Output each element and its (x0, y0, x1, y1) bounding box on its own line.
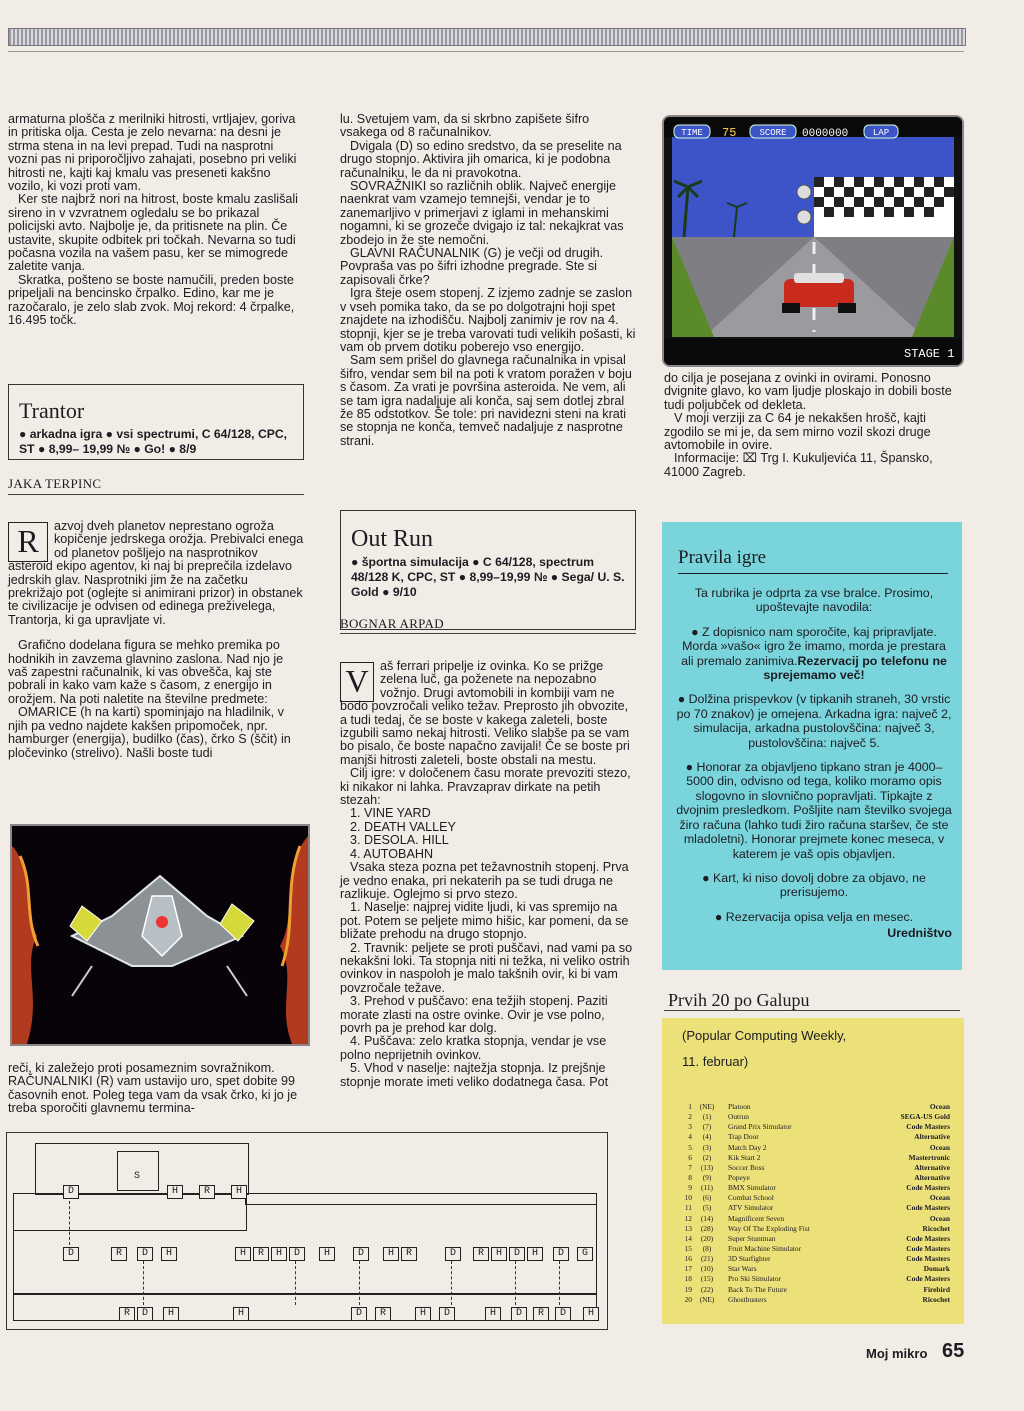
map-label-d: D (445, 1247, 461, 1261)
paragraph: Informacije: ⌧ Trg I. Kukuljevića 11, Špansko, 41000 Zagreb. (664, 451, 933, 479)
rule-item: ● Kart, ki niso dovolj dobre za objavo, ne prerisujemo. (702, 870, 926, 900)
top20-title: Prvih 20 po Galupu (668, 990, 810, 1010)
map-label-h: H (235, 1247, 251, 1261)
chart-position: 16 (684, 1254, 692, 1264)
map-room (245, 1193, 597, 1205)
trantor-text (8, 520, 304, 760)
previous-position: (NE) (699, 1102, 715, 1111)
chart-position: 1 (688, 1102, 692, 1111)
game-title: Ghostbusters (728, 1294, 767, 1304)
publisher: Ocean (929, 1193, 950, 1203)
map-label-h: H (485, 1307, 501, 1321)
chart-position: 7 (688, 1162, 692, 1172)
chart-position: 18 (684, 1274, 692, 1284)
paragraph: Grafično dodelana figura se mehko premika po hodnikih in zavzema glavnino zaslona. Nad njo je vaš zapestni računalnik, ki vas obvešča, kaj ste pobrali in kako vam kaže s časom, z energijo in orožjem. Na poti naletite na številne predmete: (8, 638, 284, 706)
game-title: Star Wars (728, 1264, 757, 1274)
map-lift-shaft (451, 1261, 452, 1305)
paragraph: Vsaka steza pozna pet težavnostnih stopenj. Prva je vedno enaka, pri nekaterih pa se tudi druga ne razlikuje. Oglejmo si prvo stezo. (340, 860, 629, 901)
paragraph: 1. Naselje: najprej vidite ljudi, ki vas spremijo na pot. Potem se peljete mimo hišic, kar pomeni, da se bližate prehodu na drugo stopnjo. (340, 900, 629, 942)
paragraph: OMARICE (h na karti) spominjajo na hladilnik, v njih pa vedno najdete kakšen pripomoček, npr. hamburger (energija), budilko (čas), črko S (ščit) in pločevinko (strelivo). Našli boste tudi (8, 705, 291, 760)
hud-time-value: 75 (722, 126, 737, 140)
table-row (668, 1132, 950, 1142)
map-label-r: R (199, 1185, 215, 1199)
map-label-h: H (231, 1185, 247, 1199)
paragraph: GLAVNI RAČUNALNIK (G) je večji od drugih. Povpraša vas po šifri izhodne pregrade. Ste si zapisovali črke? (340, 246, 604, 287)
hud-time-label: TIME (681, 128, 703, 138)
table-row (668, 1214, 950, 1224)
publisher: Code Masters (906, 1122, 950, 1132)
previous-position: (4) (702, 1132, 712, 1142)
game-title: Trap Door (728, 1132, 759, 1142)
table-row (668, 1122, 950, 1132)
table-row (668, 1163, 950, 1173)
top20-table (668, 1102, 950, 1305)
table-row (668, 1295, 950, 1305)
rule-item (676, 625, 952, 683)
map-label-h: H (583, 1307, 599, 1321)
paragraph: reči, ki zaležejo proti posameznim sovražnikom. RAČUNALNIKI (R) vam ustavijo uro, spet dobite 99 časovnih enot. Poleg tega vam da vsak črko, ki jo je treba sporočiti glavnemu termina- (8, 1061, 298, 1116)
paragraph: Igra šteje osem stopenj. Z izjemo zadnje se zaslon v vseh pomika tako, da se po dolgotrajni hoji spet znajdete na izhodišču. Najbolj zanimiv je rov na 4. stopnji, kjer se je treba varovati tudi velikih pošasti, ki vam ob prvem dotiku poberejo vso energijo. (340, 286, 636, 354)
publisher: Alternative (914, 1132, 950, 1142)
paragraph: V moji verziji za C 64 je nekakšen hrošč, kajti zgodilo se mi je, da sem mirno vozil skozi druge avtomobile in ovire. (664, 411, 931, 453)
dropcap: V (340, 662, 374, 702)
map-label-h: H (383, 1247, 399, 1261)
game-title: Back To The Future (728, 1284, 787, 1294)
map-label-d: D (509, 1247, 525, 1261)
chart-position: 10 (684, 1193, 692, 1203)
paragraph: Sam sem prišel do glavnega računalnika in vpisal šifro, vendar sem bil na poti k vratom poražen v boju s časom. Za vrati je površina asteroida. Ne vem, ali se tam igra nadaljuje ali konča, saj sem dotlej zbral že 85 odstotkov. Še tole: pri navidezni steni na krati se stopnja ne konča, temveč nadaljuje z nasprotne strani. (340, 353, 632, 448)
map-label-d: D (137, 1307, 153, 1321)
map-label-d: D (555, 1307, 571, 1321)
trantor-map (6, 1132, 608, 1330)
pravila-box (662, 522, 962, 970)
outrun-author: BOGNAR ARPAD (340, 616, 444, 631)
publisher: Code Masters (906, 1274, 950, 1284)
publisher: Code Masters (906, 1243, 950, 1253)
chart-position: 13 (684, 1223, 692, 1233)
map-label-h: H (415, 1307, 431, 1321)
trantor-info: ● arkadna igra ● vsi spectrumi, C 64/128, CPC, ST ● 8,99– 19,99 № ● Go! ● 8/9 (19, 427, 288, 456)
paragraph: Skratka, pošteno se boste namučili, preden boste pripeljali na bencinsko črpalko. Edino, kar me je razočaralo, je zelo slab zvok. Moj rekord: 4 črpalke, 16.495 točk. (8, 272, 295, 328)
paragraph: Ker ste najbrž nori na hitrost, boste kmalu zaslišali sireno in v vzvratnem ogledalu se bo prikazal policijski avto. Najbolje je, da pritisnete na plin. Če ustavite, skupite odbitek pri točkah. Nevarna so tudi počasna vozila na vašem pasu, ker se mimogrede zaletite vanja. (8, 192, 298, 274)
hud-score-label: SCORE (759, 128, 787, 138)
paragraph: SOVRAŽNIKI so različnih oblik. Največ energije naenkrat vam vzamejo temnejši, vendar je to zanemarljivo v primerjavi z iglami in mehanskimi nogamni, ki se grozeče dvigajo iz tal: nekajkrat vas zbodejo in že ste nemočni. (340, 179, 624, 247)
publisher: Ricochet (922, 1223, 950, 1233)
paragraph: 3. Prehod v puščavo: ena težjih stopenj. Paziti morate zlasti na ostre ovinke. Ovir je vse polno, povrh pa je prehod kar dolg. (340, 994, 608, 1035)
game-title: Popeye (728, 1172, 750, 1182)
hud-stage: STAGE 1 (904, 347, 955, 361)
paragraph: 2. Travnik: peljete se proti puščavi, nad vami pa so nekakšni loki. Ta stopnja niti ni težka, ni veliko ostrih ovinkov in naspoloh je malo takšnih ovir, ki bi vam povzročale težave. (340, 940, 633, 995)
map-label-d: D (351, 1307, 367, 1321)
table-row (668, 1183, 950, 1193)
hud-score-value: 0000000 (802, 128, 849, 140)
previous-position: (2) (702, 1152, 712, 1162)
map-label-h: H (271, 1247, 287, 1261)
col3-text (664, 372, 962, 479)
game-title: Grand Prix Simulator (728, 1122, 792, 1132)
map-label-d: D (439, 1307, 455, 1321)
chart-position: 20 (684, 1294, 692, 1304)
list-item: 2. DEATH VALLEY (350, 819, 456, 834)
publisher: Ricochet (922, 1294, 950, 1304)
chart-position: 17 (684, 1264, 692, 1274)
map-label-d: D (553, 1247, 569, 1261)
previous-position: (1) (702, 1112, 712, 1122)
previous-position: (5) (702, 1203, 712, 1213)
previous-position: (13) (700, 1162, 714, 1172)
publisher: SEGA-US Gold (900, 1112, 950, 1122)
map-lift-shaft (69, 1201, 70, 1245)
chart-position: 4 (688, 1132, 692, 1142)
map-label-h: H (167, 1185, 183, 1199)
game-title: Match Day 2 (728, 1142, 767, 1152)
dropcap: R (8, 522, 48, 562)
publisher: Alternative (914, 1172, 950, 1182)
game-title: Platoon (728, 1102, 751, 1111)
map-lift-shaft (515, 1261, 516, 1305)
previous-position: (14) (700, 1213, 714, 1223)
col2-text (340, 113, 638, 448)
table-row (668, 1224, 950, 1234)
table-row (668, 1244, 950, 1254)
paragraph: Dvigala (D) so edino sredstvo, da se preselite na drugo stopnjo. Aktivira jih omarica, ki je podobna računalniku, le da ni pravokotna. (340, 138, 622, 180)
rule-item: ● Rezervacija opisa velja en mesec. (714, 909, 914, 924)
divider (664, 1010, 960, 1011)
track-list (340, 807, 638, 861)
game-title: Super Stuntman (728, 1233, 776, 1243)
paragraph: aš ferrari pripelje iz ovinka. Ko se prižge zelena luč, ga poženete na nepozabno vožnjo. Drugi avtomobili in kombiji vam ne bodo povzročali veliko težav. Preprosto jih obvozite, a tudi tedaj, če se boste v kakega zaleteli, boste izgubili samo nekaj hitrosti. Veliko slabše pa se vam bo pisalo, če boste napačno zavijali! Če se boste pri manjši hitrosti zaleteli, boste obstali na mestu. (340, 659, 630, 767)
map-label-d: D (63, 1247, 79, 1261)
outrun-title: Out Run (351, 526, 434, 552)
map-label-h: H (491, 1247, 507, 1261)
table-row (668, 1203, 950, 1213)
publisher: Mastertronic (908, 1152, 950, 1162)
map-label-r: R (119, 1307, 135, 1321)
map-label-d: D (289, 1247, 305, 1261)
header-bar (8, 28, 966, 46)
previous-position: (22) (700, 1284, 714, 1294)
chart-position: 11 (684, 1203, 692, 1213)
table-row (668, 1264, 950, 1274)
publisher: Code Masters (906, 1254, 950, 1264)
table-row (668, 1274, 950, 1284)
map-label-r: R (111, 1247, 127, 1261)
rule-item: ● Dolžina prispevkov (v tipkanih straneh, 30 vrstic po 70 znakov) je omejena. Arkadna igra: največ 2, simulacija, arkadna pustolovščina: največ 3, pustolovščina: največ 5. (676, 692, 952, 750)
trantor-author: JAKA TERPINC (8, 476, 102, 491)
map-label-s: S (133, 1171, 140, 1182)
previous-position: (NE) (699, 1294, 715, 1304)
outrun-text (340, 660, 638, 1089)
map-lift-shaft (359, 1261, 360, 1305)
publisher: Ocean (929, 1142, 950, 1152)
table-row (668, 1102, 950, 1112)
map-label-r: R (401, 1247, 417, 1261)
map-lift-shaft (143, 1261, 144, 1305)
map-lift-shaft (559, 1261, 560, 1305)
paragraph: lu. Svetujem vam, da si skrbno zapišete šifro vsakega od 8 računalnikov. (340, 112, 590, 140)
map-label-h: H (233, 1307, 249, 1321)
previous-position: (8) (702, 1243, 712, 1253)
chart-position: 12 (684, 1213, 692, 1223)
map-label-r: R (253, 1247, 269, 1261)
chart-position: 5 (688, 1142, 692, 1152)
map-label-d: D (511, 1307, 527, 1321)
publisher: Code Masters (906, 1203, 950, 1213)
list-item: 3. DESOLA. HILL (350, 833, 449, 848)
game-title: Fruit Machine Simulator (728, 1243, 802, 1253)
paragraph: Ta rubrika je odprta za vse bralce. Prosimo, upoštevajte navodila: (694, 586, 934, 615)
map-label-d: D (353, 1247, 369, 1261)
rule-text: ● Z dopisnico nam sporočite, kaj pripravljate. Morda »vašo« igro že imamo, morda je prestara ali premalo zanimiva. (681, 624, 946, 668)
trantor-game-art (12, 826, 308, 1044)
chart-position: 9 (688, 1183, 692, 1193)
table-row (668, 1153, 950, 1163)
top20-date: 11. februar) (682, 1054, 749, 1069)
pravila-content (676, 586, 952, 947)
publisher: Code Masters (906, 1183, 950, 1193)
map-label-h: H (163, 1307, 179, 1321)
previous-position: (6) (702, 1193, 712, 1203)
map-label-g: G (577, 1247, 593, 1261)
chart-position: 6 (688, 1152, 692, 1162)
table-row (668, 1234, 950, 1244)
chart-position: 2 (688, 1112, 692, 1122)
col1-text (8, 113, 304, 328)
previous-position: (11) (700, 1183, 714, 1193)
map-label-h: H (527, 1247, 543, 1261)
paragraph: azvoj dveh planetov neprestano ogroža kopičenje jedrskega orožja. Prebivalci enega od planetov pošljejo na nasprotnikov asteroid ekipo agentov, ki naj bi preprečila izdelavo jedrskih glav. Nasprotniki jim že na začetku prekrižajo pot (oglejte si animirani prizor) in obstanek te civilizacije je odvisen od edinega preživelega, Trantorja, ki ga upravljate vi. (8, 519, 304, 627)
divider (340, 633, 636, 634)
chart-position: 8 (688, 1172, 692, 1182)
previous-position: (15) (700, 1274, 714, 1284)
publisher: Code Masters (906, 1233, 950, 1243)
signature: Uredništvo (887, 926, 952, 941)
page-number: 65 (942, 1340, 965, 1362)
paragraph: 4. Puščava: zelo kratka stopnja, vendar je vse polno neprijetnih ovinkov. (340, 1034, 607, 1062)
game-title: Way Of The Exploding Fist (728, 1223, 810, 1233)
table-row (668, 1112, 950, 1122)
map-label-r: R (533, 1307, 549, 1321)
previous-position: (3) (702, 1142, 712, 1152)
paragraph: 5. Vhod v naselje: najtežja stopnja. Iz prejšnje stopnje morate imeti veliko dodatnega časa. Pot (340, 1061, 609, 1089)
map-room (13, 1293, 597, 1321)
table-row (668, 1285, 950, 1295)
publisher: Ocean (929, 1102, 950, 1111)
map-label-h: H (161, 1247, 177, 1261)
outrun-game-art (664, 117, 962, 365)
outrun-info: ● športna simulacija ● C 64/128, spectrum 48/128 K, CPC, ST ● 8,99–19,99 № ● Sega/ U. S. Gold ● 9/10 (351, 555, 625, 599)
game-title: Soccer Boss (728, 1162, 765, 1172)
table-row (668, 1254, 950, 1264)
previous-position: (10) (700, 1264, 714, 1274)
publisher: Alternative (914, 1162, 950, 1172)
game-title: Outrun (728, 1112, 749, 1122)
trantor-continuation (8, 1062, 304, 1116)
game-title: Combat School (728, 1193, 774, 1203)
divider (8, 494, 304, 495)
previous-position: (20) (700, 1233, 714, 1243)
table-row (668, 1193, 950, 1203)
trantor-header-box (8, 384, 304, 460)
chart-position: 15 (684, 1243, 692, 1253)
pravila-title: Pravila igre (678, 546, 948, 574)
map-label-r: R (375, 1307, 391, 1321)
top20-box (662, 1018, 964, 1324)
chart-position: 19 (684, 1284, 692, 1294)
map-lift-shaft (295, 1261, 296, 1305)
game-title: Magnificent Seven (728, 1213, 785, 1223)
game-title: Pro Ski Simulator (728, 1274, 781, 1284)
publisher: Domark (923, 1264, 950, 1274)
map-label-r: R (473, 1247, 489, 1261)
map-label-d: D (137, 1247, 153, 1261)
trantor-title: Trantor (19, 398, 85, 423)
list-item: 4. AUTOBAHN (350, 846, 434, 861)
table-row (668, 1173, 950, 1183)
rule-emphasis: Rezervacij po telefonu ne sprejemamo več! (763, 653, 947, 683)
outrun-screenshot (662, 115, 964, 367)
trantor-screenshot (10, 824, 310, 1046)
game-title: 3D Starfighter (728, 1254, 771, 1264)
publisher: Ocean (929, 1213, 950, 1223)
map-label-h: H (319, 1247, 335, 1261)
chart-position: 3 (688, 1122, 692, 1132)
chart-position: 14 (684, 1233, 692, 1243)
paragraph: do cilja je posejana z ovinki in ovirami. Ponosno dvignite glavo, ko vam ljudje ploskajo in dobili boste tudi poljubček od dekleta. (664, 371, 952, 412)
publisher: Firebird (923, 1284, 950, 1294)
previous-position: (9) (702, 1172, 712, 1182)
paragraph: armaturna plošča z merilniki hitrosti, vrtljajev, goriva in pritiska olja. Cesta je zelo nevarna: na desni je strma stena in na levi prepad. Tudi na nasprotni vozni pas ni priporočljivo zahajati, posebno pri veliki hitrosti ne, kajti kaj kmalu vas preseneti kakšno vozilo, ki vozi proti vam. (8, 112, 297, 194)
previous-position: (7) (702, 1122, 712, 1132)
game-title: ATV Simulator (728, 1203, 774, 1213)
game-title: BMX Simulator (728, 1183, 776, 1193)
hud-lap-label: LAP (872, 128, 890, 138)
game-title: Kik Start 2 (728, 1152, 761, 1162)
previous-position: (28) (700, 1223, 714, 1233)
map-label-d: D (63, 1185, 79, 1199)
rule-item: ● Honorar za objavljeno tipkano stran je 4000–5000 din, odvisno od tega, koliko moramo opis slogovno in slovnično popravljati. Tipkajte z dvojnim presledkom. Pošljite nam številko svojega žiro računa (lahko tudi žiro računa staršev, če ste mladoletni). Honorar prejmete konec meseca, v katerem je vaš opis objavljen. (676, 760, 952, 861)
header-rule (8, 51, 964, 52)
magazine-name: Moj mikro (866, 1346, 928, 1361)
paragraph: Cilj igre: v določenem času morate prevoziti stezo, ki nikakor ni lahka. Pravzaprav dirkate na petih stezah: (340, 766, 631, 808)
list-item: 1. VINE YARD (350, 806, 431, 821)
previous-position: (21) (700, 1254, 714, 1264)
table-row (668, 1143, 950, 1153)
top20-source: (Popular Computing Weekly, (682, 1028, 847, 1043)
outrun-header-box (340, 510, 636, 630)
